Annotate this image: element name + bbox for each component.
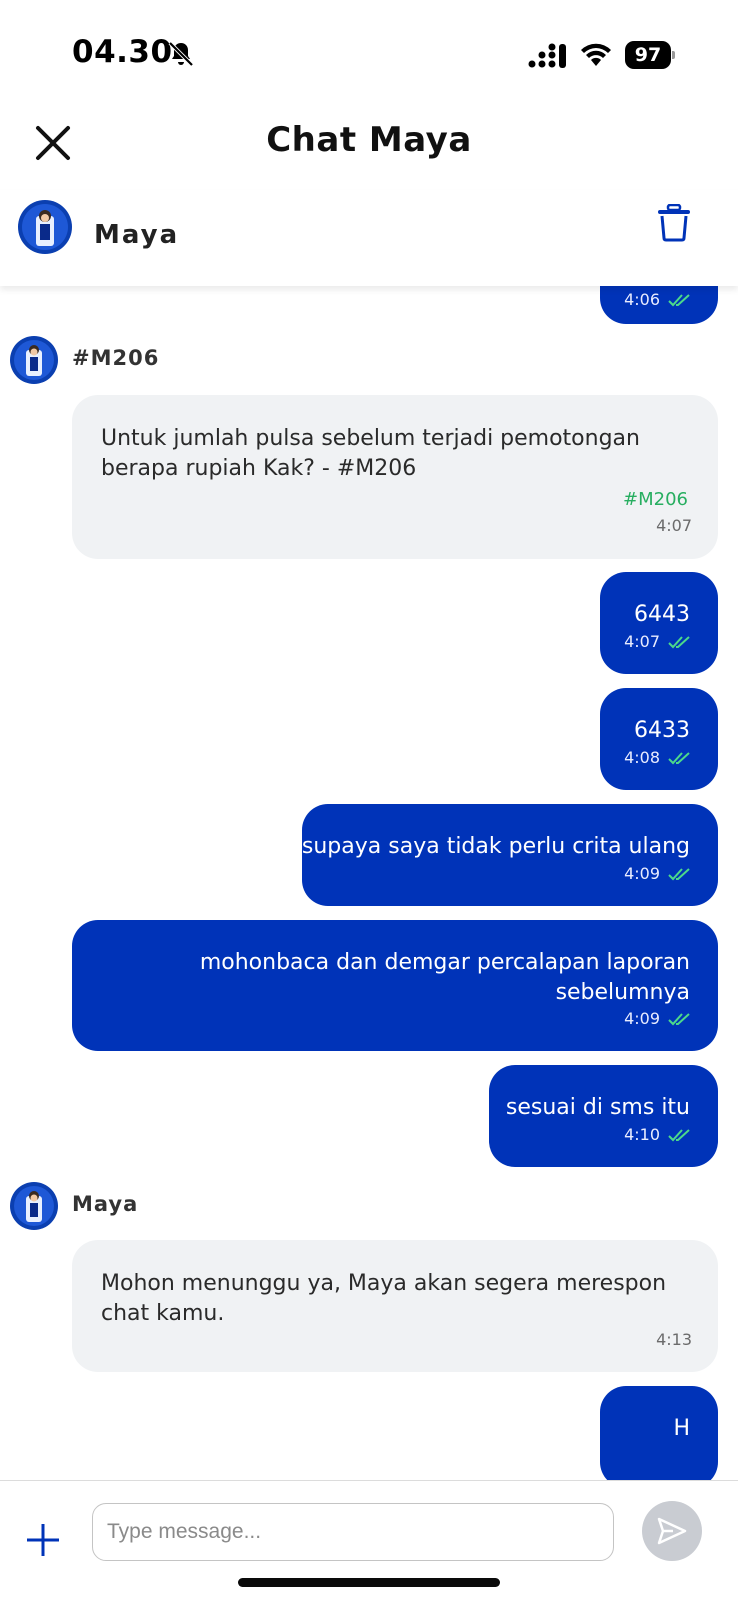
- message-text: sesuai di sms itu: [505, 1095, 690, 1120]
- message-bubble-incoming: [72, 395, 718, 559]
- sender-avatar: [10, 336, 58, 384]
- agent-avatar: [18, 200, 72, 254]
- header: [0, 100, 738, 190]
- trash-icon[interactable]: [655, 204, 693, 242]
- message-bubble-outgoing: [600, 688, 718, 790]
- message-time: 4:08: [624, 748, 660, 767]
- message-text: 6443: [634, 602, 690, 627]
- message-time: 4:06: [624, 290, 660, 309]
- sender-name: #M206: [72, 346, 160, 370]
- message-tag: #M206: [623, 489, 688, 510]
- status-time: 04.30: [72, 34, 173, 70]
- message-bubble-outgoing: [489, 1065, 718, 1167]
- sender-avatar: [10, 1182, 58, 1230]
- message-text: 6433: [634, 718, 690, 743]
- read-checkmarks-icon: [668, 1128, 692, 1142]
- read-checkmarks-icon: [668, 751, 692, 765]
- message-time: 4:09: [624, 1009, 660, 1028]
- message-bubble-outgoing: [302, 804, 718, 906]
- read-checkmarks-icon: [668, 867, 692, 881]
- message-time: 4:09: [624, 864, 660, 883]
- send-icon: [657, 1517, 687, 1545]
- chat-messages[interactable]: [0, 286, 738, 1480]
- message-text: mohonbaca dan demgar percalapan laporan sebelumnya: [199, 950, 690, 1005]
- read-checkmarks-icon: [668, 635, 692, 649]
- agent-name: Maya: [94, 220, 180, 250]
- read-checkmarks-icon: [668, 1012, 692, 1026]
- message-bubble-outgoing: [600, 572, 718, 674]
- message-text: H: [673, 1416, 690, 1441]
- read-checkmarks-icon: [668, 293, 692, 307]
- add-attachment-icon[interactable]: [24, 1521, 62, 1559]
- battery-level: 97: [625, 41, 671, 69]
- message-input[interactable]: [92, 1503, 614, 1561]
- battery-icon: [625, 41, 675, 69]
- message-time: 4:07: [624, 632, 660, 651]
- cellular-signal-icon: [528, 42, 568, 70]
- message-time: 4:10: [624, 1125, 660, 1144]
- sender-name: Maya: [72, 1192, 139, 1216]
- home-indicator: [238, 1578, 500, 1587]
- send-button[interactable]: [642, 1501, 702, 1561]
- message-bubble-incoming: [72, 1240, 718, 1372]
- message-bubble-outgoing: [600, 1386, 718, 1480]
- page-title: Chat Maya: [266, 120, 472, 160]
- bell-off-icon: [167, 40, 195, 68]
- agent-bar: [0, 190, 738, 286]
- message-bubble-outgoing: [600, 286, 718, 324]
- message-bubble-outgoing: [72, 920, 718, 1051]
- message-text: supaya saya tidak perlu crita ulang: [301, 834, 690, 859]
- status-bar: [0, 0, 738, 100]
- message-text: Mohon menunggu ya, Maya akan segera merespon chat kamu.: [101, 1271, 667, 1326]
- message-text: Untuk jumlah pulsa sebelum terjadi pemotongan berapa rupiah Kak? - #M206: [101, 426, 640, 481]
- wifi-icon: [580, 42, 612, 68]
- message-time: 4:07: [656, 516, 692, 535]
- message-time: 4:13: [656, 1330, 692, 1349]
